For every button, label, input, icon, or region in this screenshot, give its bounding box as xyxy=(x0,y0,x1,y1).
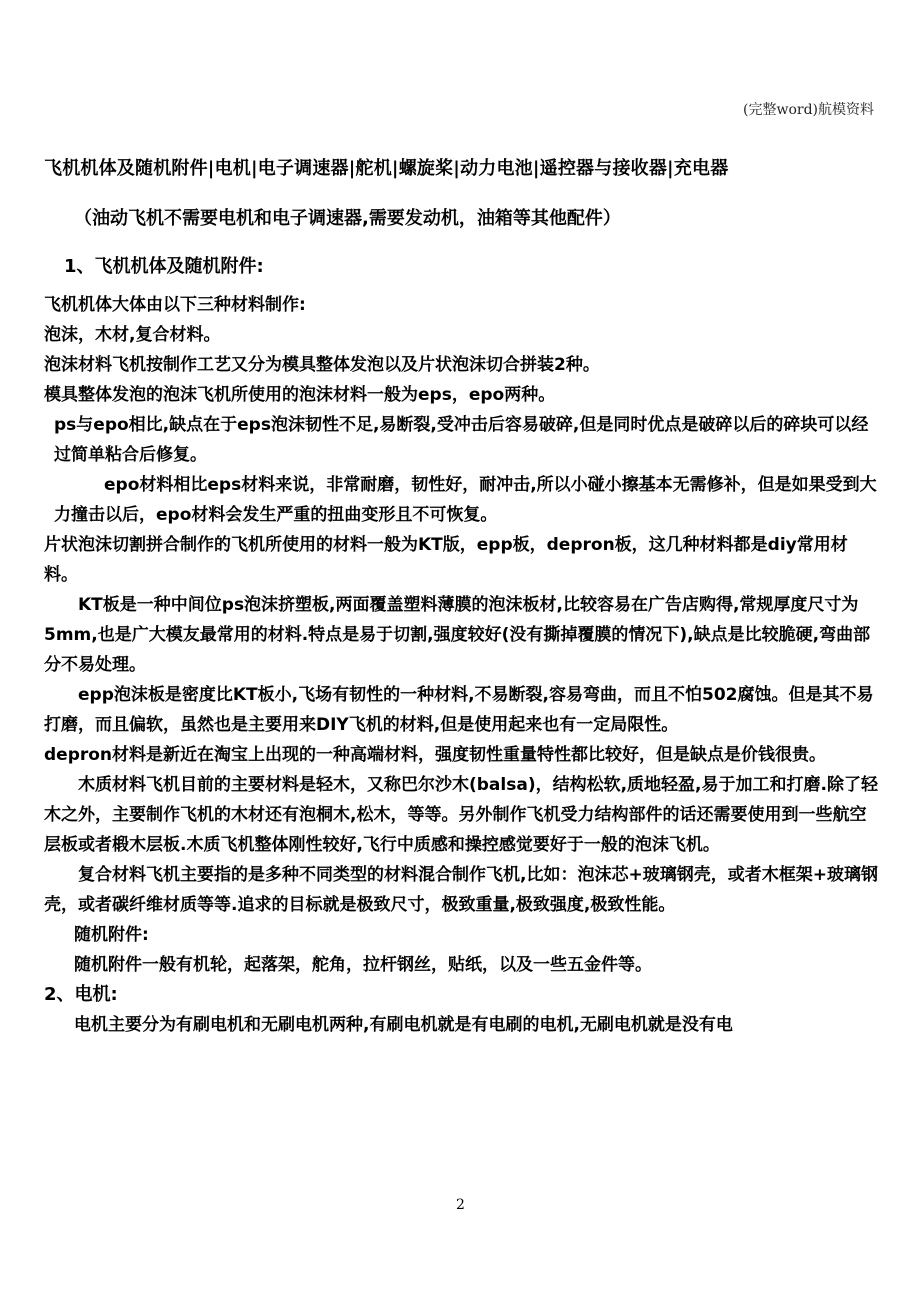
paragraph: 木质材料飞机目前的主要材料是轻木，又称巴尔沙木(balsa)，结构松软,质地轻盈,易于加工和打磨.除了轻木之外，主要制作飞机的木材还有泡桐木,松木，等等。另外制作飞机受力结构部件的话还需要使用到一些航空层板或者椴木层板.木质飞机整体刚性较好,飞行中质感和操控感觉要好于一般的泡沫飞机。 xyxy=(44,775,878,855)
page-number: 2 xyxy=(456,1197,465,1213)
paragraph: 片状泡沫切割拼合制作的飞机所使用的材料一般为KT版，epp板，depron板，这几种材料都是diy常用材料。 xyxy=(44,535,848,585)
paragraph: depron材料是新近在淘宝上出现的一种高端材料，强度韧性重量特性都比较好，但是缺点是价钱很贵。 xyxy=(44,745,827,765)
document-body xyxy=(44,290,880,1040)
paragraph: 电机主要分为有刷电机和无刷电机两种,有刷电机就是有电刷的电机,无刷电机就是没有电 xyxy=(74,1015,733,1035)
paragraph: 随机附件一般有机轮，起落架，舵角，拉杆钢丝，贴纸，以及一些五金件等。 xyxy=(74,955,652,975)
section-heading-2: 2、电机: xyxy=(44,984,118,1005)
document-subtitle: （油动飞机不需要电机和电子调速器,需要发动机，油箱等其他配件） xyxy=(74,208,621,229)
section-heading-1: 1、飞机机体及随机附件: xyxy=(64,256,264,277)
paragraph: KT板是一种中间位ps泡沫挤塑板,两面覆盖塑料薄膜的泡沫板材,比较容易在广告店购得,常规厚度尺寸为5mm,也是广大模友最常用的材料.特点是易于切割,强度较好(没有撕掉覆膜的情况下),缺点是比较脆硬,弯曲部分不易处理。 xyxy=(44,595,871,675)
paragraph: 复合材料飞机主要指的是多种不同类型的材料混合制作飞机,比如：泡沫芯+玻璃钢壳，或者木框架+玻璃钢壳，或者碳纤维材质等等.追求的目标就是极致尺寸，极致重量,极致强度,极致性能。 xyxy=(44,865,878,915)
paragraph: 随机附件: xyxy=(74,925,149,945)
paragraph: 飞机机体大体由以下三种材料制作: xyxy=(44,295,306,315)
page-header: (完整word)航模资料 xyxy=(743,102,874,118)
paragraph: 泡沫材料飞机按制作工艺又分为模具整体发泡以及片状泡沫切合拼装2种。 xyxy=(44,355,600,375)
paragraph: epo材料相比eps材料来说，非常耐磨，韧性好，耐冲击,所以小碰小擦基本无需修补，但是如果受到大力撞击以后，epo材料会发生严重的扭曲变形且不可恢复。 xyxy=(54,475,877,525)
document-title: 飞机机体及随机附件|电机|电子调速器|舵机|螺旋桨|动力电池|遥控器与接收器|充电器 xyxy=(44,158,729,179)
paragraph: ps与epo相比,缺点在于eps泡沫韧性不足,易断裂,受冲击后容易破碎,但是同时优点是破碎以后的碎块可以经过简单粘合后修复。 xyxy=(54,415,869,465)
paragraph: 泡沫，木材,复合材料。 xyxy=(44,325,221,345)
paragraph: 模具整体发泡的泡沫飞机所使用的泡沫材料一般为eps，epo两种。 xyxy=(44,385,556,405)
paragraph: epp泡沫板是密度比KT板小,飞场有韧性的一种材料,不易断裂,容易弯曲，而且不怕502腐蚀。但是其不易打磨，而且偏软，虽然也是主要用来DIY飞机的材料,但是使用起来也有一定局限性。 xyxy=(44,685,874,735)
